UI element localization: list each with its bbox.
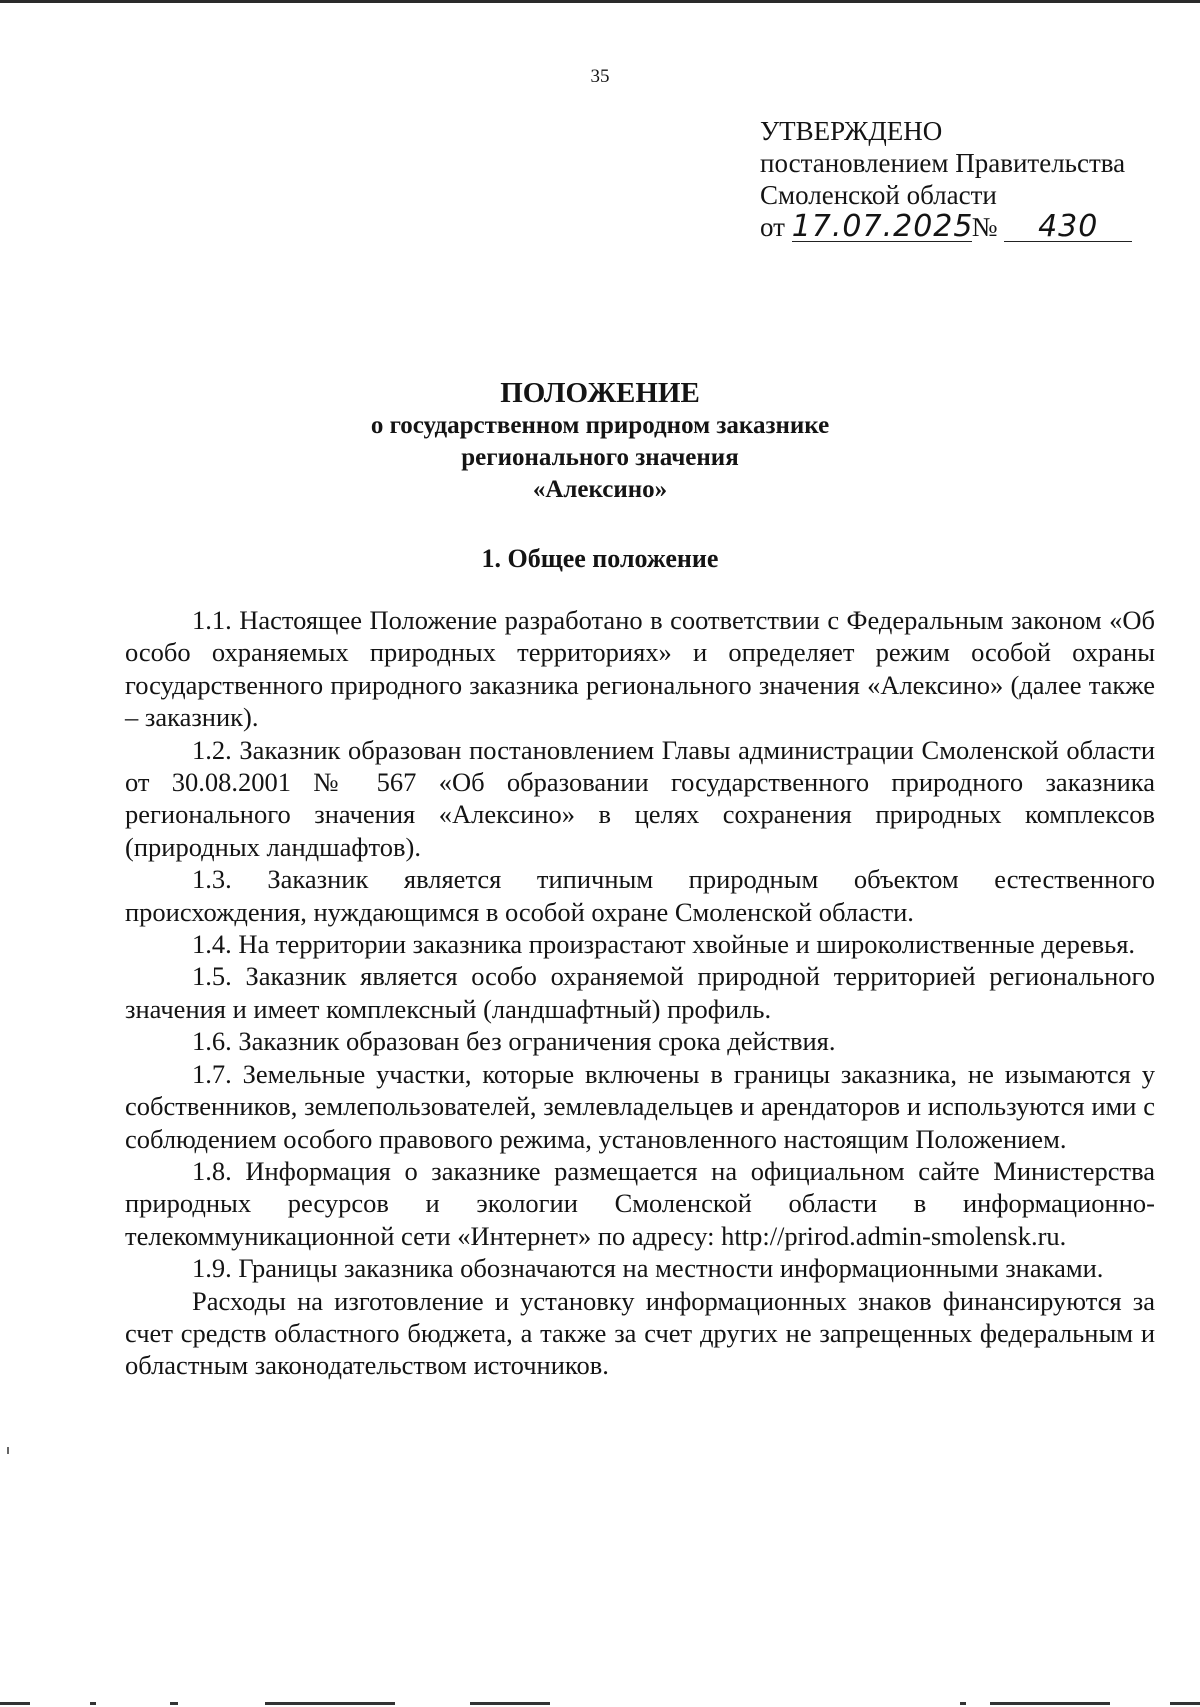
scan-edge-top: [0, 0, 1200, 3]
paragraph-1-4: 1.4. На территории заказника произрастают хвойные и широколиственные деревья.: [192, 929, 1136, 960]
section-heading: 1. Общее положение: [481, 544, 719, 573]
paragraph-1-1: 1.1. Настоящее Положение разработано в соответствии с Федеральным законом «Об особо охраняемых природных территориях» и определяет режим особой охраны государственного природного заказника регионального значения «Алексино» (далее также – заказник).: [125, 605, 1155, 733]
document-title: [0, 376, 1200, 506]
approval-line-resolution: постановлением Правительства: [760, 148, 1126, 178]
title-line-3: регионального значения: [461, 444, 739, 471]
paragraph-1-5: 1.5. Заказник является особо охраняемой природной территорией регионального значения и имеет комплексный (ландшафтный) профиль.: [125, 961, 1155, 1024]
paragraph-1-9: 1.9. Границы заказника обозначаются на местности информационными знаками.: [192, 1253, 1104, 1284]
scan-margin-mark: [7, 1447, 9, 1454]
handwritten-date: 17.07.2025: [791, 209, 974, 244]
paragraph-expenses: Расходы на изготовление и установку информационных знаков финансируются за счет средств областного бюджета, а также за счет других не запрещенных федеральным и областным законодательством источников.: [125, 1285, 1155, 1381]
website-url: http://prirod.admin-smolensk.ru.: [721, 1220, 1067, 1251]
date-prefix: от: [760, 212, 785, 242]
paragraph-1-8-text: 1.8. Информация о заказнике размещается на официальном сайте Министерства природных ресурсов и экологии Смоленской области в информационно-телекоммуникационной сети «Интернет» по адресу:: [125, 1155, 1155, 1251]
paragraph-1-8: [125, 1155, 1155, 1252]
document-body: [125, 604, 1155, 1382]
approval-title: УТВЕРЖДЕНО: [760, 116, 943, 146]
handwritten-number: 430: [1004, 213, 1132, 242]
title-line-4: «Алексино»: [532, 476, 668, 503]
page-number: 35: [590, 66, 610, 87]
title-main: ПОЛОЖЕНИЕ: [500, 377, 700, 409]
number-prefix: №: [971, 212, 998, 242]
paragraph-1-6: 1.6. Заказник образован без ограничения срока действия.: [192, 1026, 836, 1057]
title-line-2: о государственном природном заказнике: [370, 412, 830, 439]
paragraph-1-2: 1.2. Заказник образован постановлением Главы администрации Смоленской области от 30.08.2001 № 567 «Об образовании государственного природного заказника регионального значения «Алексино» в целях сохранения природных комплексов (природных ландшафтов).: [125, 734, 1155, 862]
scan-edge-bottom: [0, 1700, 1200, 1707]
approval-date-number-line: [760, 211, 1132, 243]
approval-line-region: Смоленской области: [760, 180, 997, 210]
paragraph-1-3: 1.3. Заказник является типичным природным объектом естественного происхождения, нуждающимся в особой охране Смоленской области.: [125, 864, 1155, 927]
approval-stamp: [760, 115, 1132, 243]
paragraph-1-7: 1.7. Земельные участки, которые включены в границы заказника, не изымаются у собственников, землепользователей, землевладельцев и арендаторов и используются ими с соблюдением особого правового режима, установленного настоящим Положением.: [125, 1058, 1155, 1154]
